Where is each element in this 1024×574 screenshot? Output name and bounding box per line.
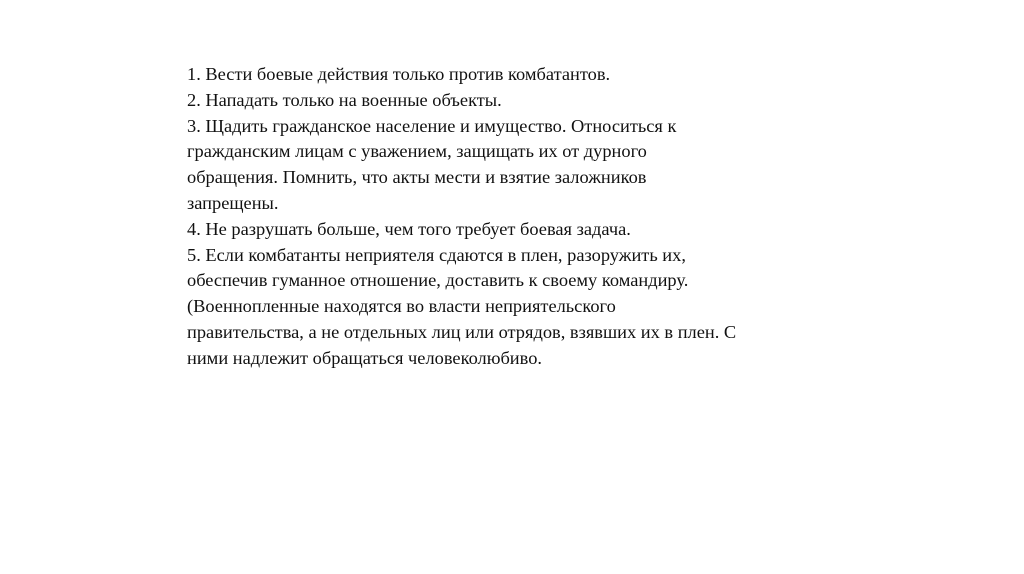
- rule-3-text-line-4: запрещены.: [187, 192, 279, 213]
- rule-5-text-line-1: 5. Если комбатанты неприятеля сдаются в плен, разоружить их,: [187, 244, 686, 265]
- rule-3-text-line-2: гражданским лицам с уважением, защищать их от дурного: [187, 141, 647, 162]
- rule-1-text: 1. Вести боевые действия только против комбатантов.: [187, 64, 611, 84]
- rule-5-text-line-2: обеспечив гуманное отношение, доставить к своему командиру.: [187, 270, 689, 291]
- pow-note-line-1: (Военнопленные находятся во власти неприятельского: [187, 296, 616, 317]
- pow-note-line-3: ними надлежит обращаться человеколюбиво.: [187, 347, 542, 368]
- pow-note-line-2: правительства, а не отдельных лиц или отрядов, взявших их в плен. С: [187, 321, 737, 342]
- rule-2-text: 2. Нападать только на военные объекты.: [187, 89, 502, 110]
- rule-3-text-line-1: 3. Щадить гражданское население и имущество. Относиться к: [187, 115, 677, 136]
- rule-3-text-line-3: обращения. Помнить, что акты мести и взятие заложников: [187, 167, 647, 188]
- rules-text-block: [187, 62, 847, 372]
- rule-4-text: 4. Не разрушать больше, чем того требует боевая задача.: [187, 218, 631, 239]
